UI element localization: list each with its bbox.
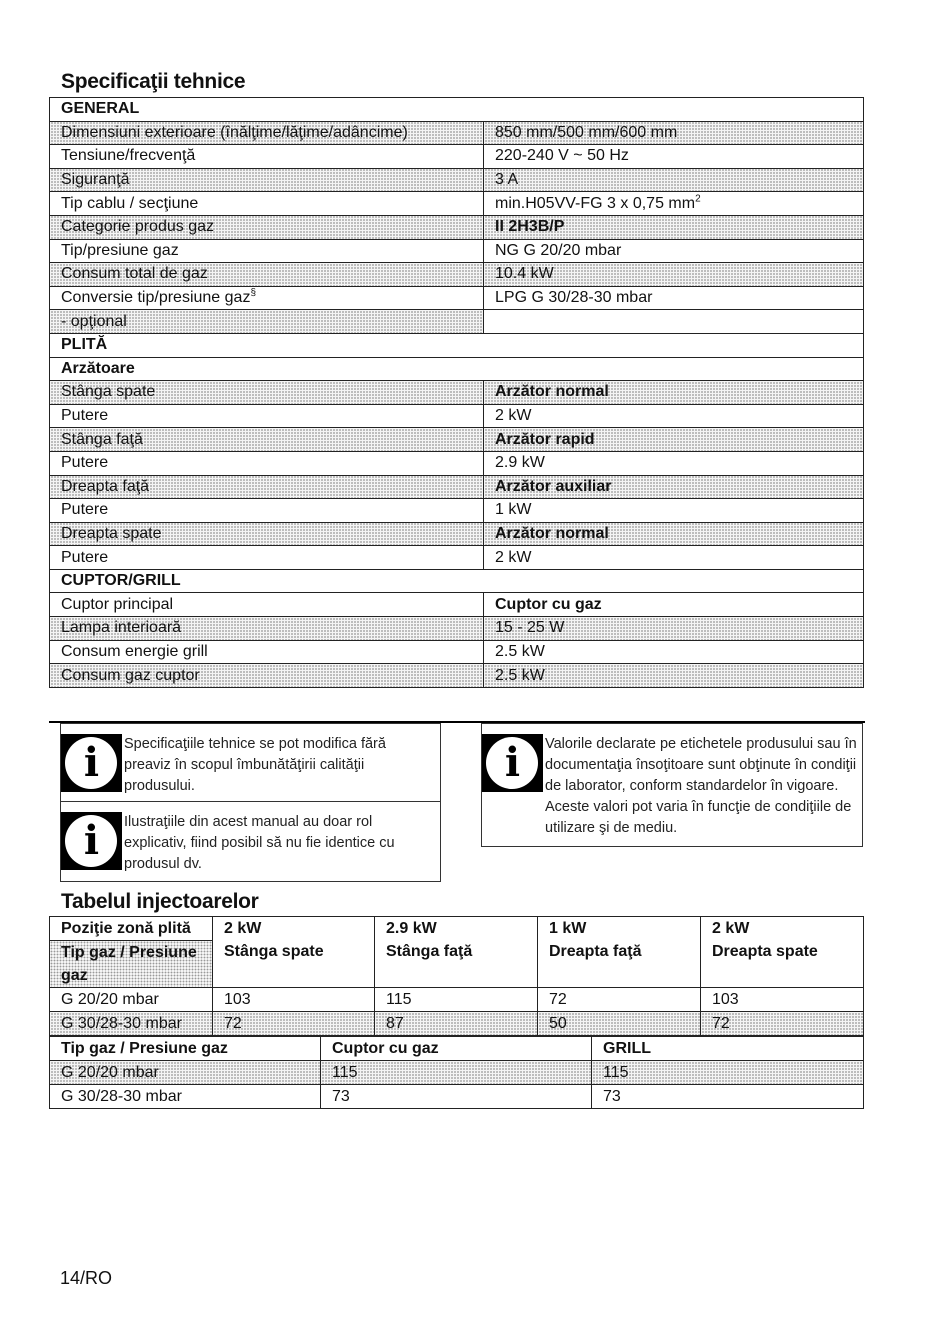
burners-header: Arzătoare — [50, 357, 864, 381]
plita-header: PLITĂ — [50, 333, 864, 357]
oven-grill-header: CUPTOR/GRILL — [50, 569, 864, 593]
spec-row: Categorie produs gaz II 2H3B/P — [50, 215, 864, 239]
spec-row: Tensiune/frecvenţă 220-240 V ~ 50 Hz — [50, 145, 864, 169]
oven-injectors-table — [49, 1036, 864, 1109]
zone-gas-header-cell: Poziţie zonă plită Tip gaz / Presiune gaz — [50, 917, 213, 988]
burner-power-row: Putere 1 kW — [50, 499, 864, 523]
cable-superscript: 2 — [695, 193, 701, 205]
oven-injector-row: G 20/20 mbar 115 115 — [50, 1061, 864, 1085]
oven-row: Cuptor principal Cuptor cu gaz — [50, 593, 864, 617]
burner-row: Stânga faţă Arzător rapid — [50, 428, 864, 452]
injectors-table — [49, 916, 864, 1036]
zone-header: 2 kW Stânga spate — [213, 917, 375, 988]
burner-row: Stânga spate Arzător normal — [50, 381, 864, 405]
info-icon: i — [61, 812, 122, 870]
note-illustrations: Ilustraţiile din acest manual au doar rol explicativ, fiind posibil să nu fie identice cu produsul dv. — [124, 814, 395, 872]
conversion-superscript: § — [250, 287, 256, 299]
oven-row: Consum energie grill 2.5 kW — [50, 640, 864, 664]
injector-row: G 20/20 mbar 103 115 72 103 — [50, 988, 864, 1012]
burner-power-row: Putere 2 kW — [50, 404, 864, 428]
page-title: Specificaţii tehnice — [61, 70, 246, 93]
oven-injector-header: Tip gaz / Presiune gaz Cuptor cu gaz GRILL — [50, 1037, 864, 1061]
spec-row: Tip cablu / secţiune min.H05VV-FG 3 x 0,75 $mm^2$ — [50, 192, 864, 216]
burner-row: Dreapta spate Arzător normal — [50, 522, 864, 546]
oven-injector-row: G 30/28-30 mbar 73 73 — [50, 1085, 864, 1109]
burner-power-row: Putere 2 kW — [50, 546, 864, 570]
spec-row: Siguranţă 3 A — [50, 168, 864, 192]
spec-row: Conversie tip/presiune gaz§ LPG G 30/28-30 mbar — [50, 286, 864, 310]
oven-row: Consum gaz cuptor 2.5 kW — [50, 664, 864, 688]
zone-header: 2.9 kW Stânga faţă — [375, 917, 538, 988]
page-number: 14/RO — [60, 1268, 113, 1288]
zone-header: 2 kW Dreapta spate — [701, 917, 864, 988]
injector-row: G 30/28-30 mbar 72 87 50 72 — [50, 1012, 864, 1036]
spec-row: Tip/presiune gaz NG G 20/20 mbar — [50, 239, 864, 263]
burner-row: Dreapta faţă Arzător auxiliar — [50, 475, 864, 499]
injectors-title: Tabelul injectoarelor — [61, 890, 259, 913]
spec-row: Dimensiuni exterioare (înălţime/lăţime/adâncime) 850 mm/500 mm/600 mm — [50, 121, 864, 145]
info-icon: i — [61, 734, 122, 792]
technical-specifications-table — [49, 97, 864, 688]
general-header: GENERAL — [50, 98, 864, 122]
note-declared-values: Valorile declarate pe etichetele produsului sau în documentaţia însoţitoare sunt obţinute în condiţii de laborator, conform standardelor în vigoare. Aceste valori pot varia în funcţie de condiţiile de utilizare şi de mediu. — [545, 736, 857, 836]
oven-row: Lampa interioară 15 - 25 W — [50, 617, 864, 641]
note-specifications-change: Specificaţiile tehnice se pot modifica fără preaviz în scopul îmbunătăţirii calităţii produsului. — [124, 736, 386, 794]
spec-row: Consum total de gaz 10.4 kW — [50, 263, 864, 287]
zone-header: 1 kW Dreapta faţă — [538, 917, 701, 988]
notes-box-left-divider — [60, 801, 440, 802]
burner-power-row: Putere 2.9 kW — [50, 451, 864, 475]
spec-row: - opţional — [50, 310, 864, 334]
info-icon: i — [482, 734, 543, 792]
